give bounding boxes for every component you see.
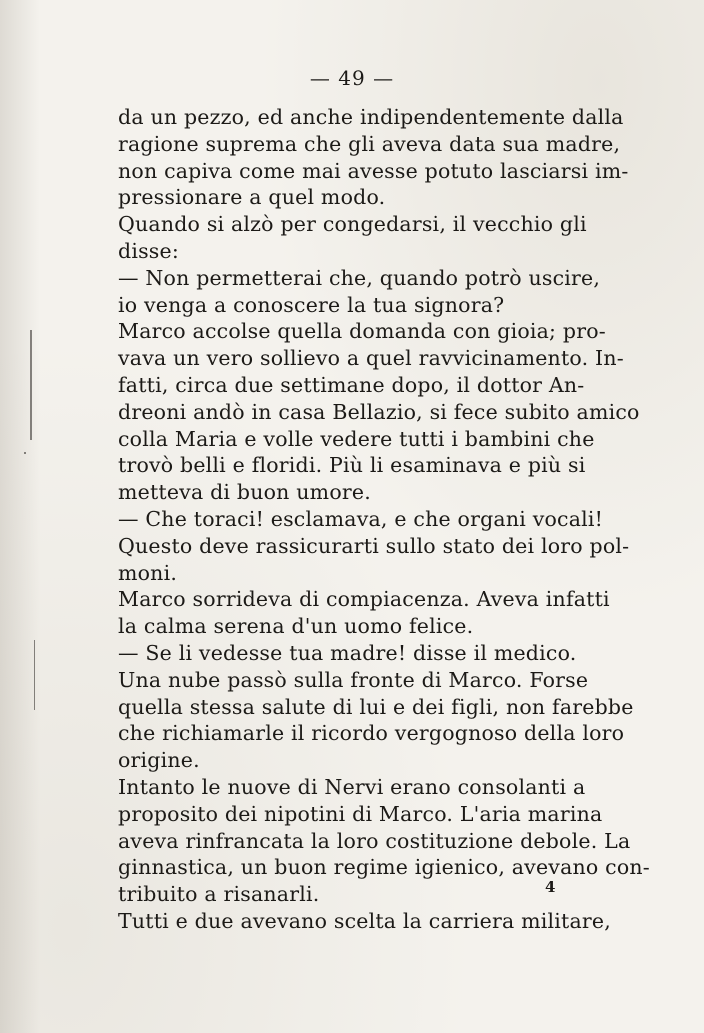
text-line: la calma serena d'un uomo felice. xyxy=(118,614,474,639)
text-line: Una nube passò sulla fronte di Marco. Forse xyxy=(118,667,589,692)
text-line: io venga a conoscere la tua signora? xyxy=(118,292,505,317)
body-text xyxy=(118,104,650,935)
text-line: ginnastica, un buon regime igienico, avevano con- xyxy=(118,855,650,880)
text-line: — Che toraci! esclamava, e che organi vocali! xyxy=(118,506,604,531)
edge-scan-mark xyxy=(34,640,35,710)
text-line: non capiva come mai avesse potuto lasciarsi im- xyxy=(118,158,629,183)
text-line: Marco accolse quella domanda con gioia; pro- xyxy=(118,319,606,344)
text-line: Questo deve rassicurarti sullo stato dei loro pol- xyxy=(118,533,630,558)
text-line: ragione suprema che gli aveva data sua madre, xyxy=(118,131,621,156)
edge-scan-mark xyxy=(24,452,26,454)
signature-mark: 4 xyxy=(545,878,556,896)
page-binding-shadow xyxy=(0,0,40,1033)
text-line: — Non permetterai che, quando potrò uscire, xyxy=(118,265,601,290)
text-line: metteva di buon umore. xyxy=(118,480,371,505)
text-line: dreoni andò in casa Bellazio, si fece subito amico xyxy=(118,399,640,424)
text-line: fatti, circa due settimane dopo, il dottor An- xyxy=(118,372,585,397)
text-line: trovò belli e floridi. Più li esaminava e più si xyxy=(118,453,586,478)
text-line: Tutti e due avevano scelta la carriera militare, xyxy=(118,908,611,933)
text-line: origine. xyxy=(118,748,200,773)
text-line: vava un vero sollievo a quel ravvicinamento. In- xyxy=(118,346,624,371)
text-line: Marco sorrideva di compiacenza. Aveva infatti xyxy=(118,587,610,612)
text-line: pressionare a quel modo. xyxy=(118,185,386,210)
text-line: da un pezzo, ed anche indipendentemente dalla xyxy=(118,105,624,129)
text-line: — Se li vedesse tua madre! disse il medico. xyxy=(118,640,577,665)
text-line: Quando si alzò per congedarsi, il vecchio gli xyxy=(118,212,587,237)
text-line: Intanto le nuove di Nervi erano consolanti a xyxy=(118,774,586,799)
text-line: tribuito a risanarli. xyxy=(118,882,320,907)
text-line: colla Maria e volle vedere tutti i bambini che xyxy=(118,426,595,451)
text-line: moni. xyxy=(118,560,178,585)
text-line: proposito dei nipotini di Marco. L'aria marina xyxy=(118,801,603,826)
text-line: quella stessa salute di lui e dei figli, non farebbe xyxy=(118,694,634,719)
text-line: disse: xyxy=(118,238,179,263)
text-line: che richiamarle il ricordo vergognoso della loro xyxy=(118,721,625,746)
edge-scan-mark xyxy=(30,330,32,440)
text-line: aveva rinfrancata la loro costituzione debole. La xyxy=(118,828,631,853)
page-number: — 49 — xyxy=(309,66,395,90)
